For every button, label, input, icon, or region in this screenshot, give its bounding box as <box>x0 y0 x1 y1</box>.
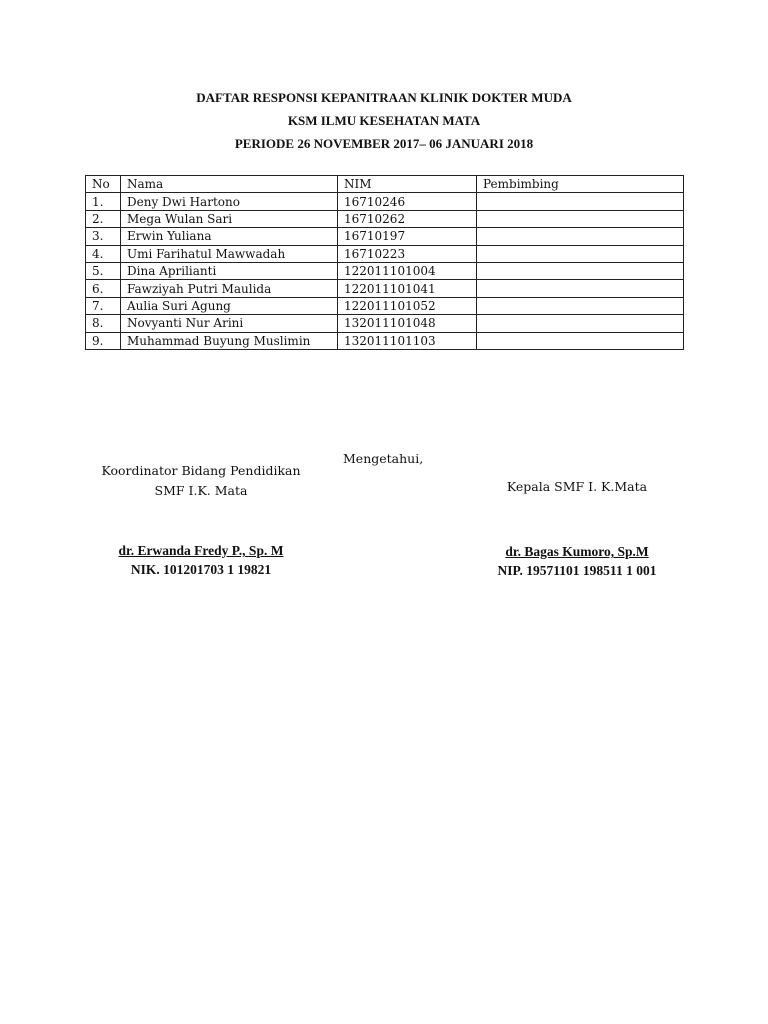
cell-nim: 132011101048 <box>338 315 477 332</box>
column-header-no: No <box>86 176 121 193</box>
student-table <box>85 175 684 350</box>
cell-no: 6. <box>86 280 121 297</box>
right-signatory-id: NIP. 19571101 198511 1 001 <box>497 563 657 578</box>
cell-no: 1. <box>86 193 121 210</box>
table-row <box>86 297 684 314</box>
cell-nim: 122011101041 <box>338 280 477 297</box>
left-signatory-title: Koordinator Bidang Pendidikan <box>101 463 301 478</box>
cell-no: 9. <box>86 332 121 349</box>
left-signatory-id: NIK. 101201703 1 19821 <box>130 562 272 577</box>
right-signatory-title: Kepala SMF I. K.Mata <box>506 479 648 494</box>
cell-nama: Erwin Yuliana <box>121 228 338 245</box>
table-row <box>86 228 684 245</box>
cell-nim: 16710262 <box>338 210 477 227</box>
cell-pembimbing <box>477 262 684 279</box>
document-header <box>0 86 768 155</box>
cell-no: 8. <box>86 315 121 332</box>
cell-pembimbing <box>477 315 684 332</box>
table-row <box>86 332 684 349</box>
cell-pembimbing <box>477 297 684 314</box>
cell-nim: 16710197 <box>338 228 477 245</box>
cell-no: 5. <box>86 262 121 279</box>
acknowledged-label: Mengetahui, <box>343 451 424 466</box>
cell-nama: Aulia Suri Agung <box>121 297 338 314</box>
table-row <box>86 280 684 297</box>
cell-nama: Mega Wulan Sari <box>121 210 338 227</box>
cell-pembimbing <box>477 193 684 210</box>
cell-no: 4. <box>86 245 121 262</box>
table-row <box>86 210 684 227</box>
cell-nama: Deny Dwi Hartono <box>121 193 338 210</box>
cell-nim: 122011101004 <box>338 262 477 279</box>
header-department: KSM ILMU KESEHATAN MATA <box>287 113 481 128</box>
header-title: DAFTAR RESPONSI KEPANITRAAN KLINIK DOKTER MUDA <box>196 90 572 105</box>
cell-pembimbing <box>477 280 684 297</box>
table-row <box>86 262 684 279</box>
cell-nim: 132011101103 <box>338 332 477 349</box>
table-row <box>86 245 684 262</box>
table-header-row <box>86 176 684 193</box>
cell-nama: Dina Aprilianti <box>121 262 338 279</box>
column-header-pembimbing: Pembimbing <box>477 176 684 193</box>
left-signatory-name: dr. Erwanda Fredy P., Sp. M <box>118 543 284 558</box>
column-header-nim: NIM <box>338 176 477 193</box>
cell-pembimbing <box>477 245 684 262</box>
cell-nama: Fawziyah Putri Maulida <box>121 280 338 297</box>
cell-nama: Umi Farihatul Mawwadah <box>121 245 338 262</box>
cell-no: 7. <box>86 297 121 314</box>
column-header-nama: Nama <box>121 176 338 193</box>
cell-nim: 16710223 <box>338 245 477 262</box>
left-signatory-unit: SMF I.K. Mata <box>154 483 248 498</box>
table-row <box>86 315 684 332</box>
table-row <box>86 193 684 210</box>
cell-pembimbing <box>477 332 684 349</box>
cell-no: 2. <box>86 210 121 227</box>
cell-pembimbing <box>477 210 684 227</box>
header-period: PERIODE 26 NOVEMBER 2017– 06 JANUARI 2018 <box>234 136 534 151</box>
cell-no: 3. <box>86 228 121 245</box>
cell-nim: 122011101052 <box>338 297 477 314</box>
right-signatory-name: dr. Bagas Kumoro, Sp.M <box>505 544 649 559</box>
cell-pembimbing <box>477 228 684 245</box>
cell-nama: Muhammad Buyung Muslimin <box>121 332 338 349</box>
cell-nim: 16710246 <box>338 193 477 210</box>
cell-nama: Novyanti Nur Arini <box>121 315 338 332</box>
